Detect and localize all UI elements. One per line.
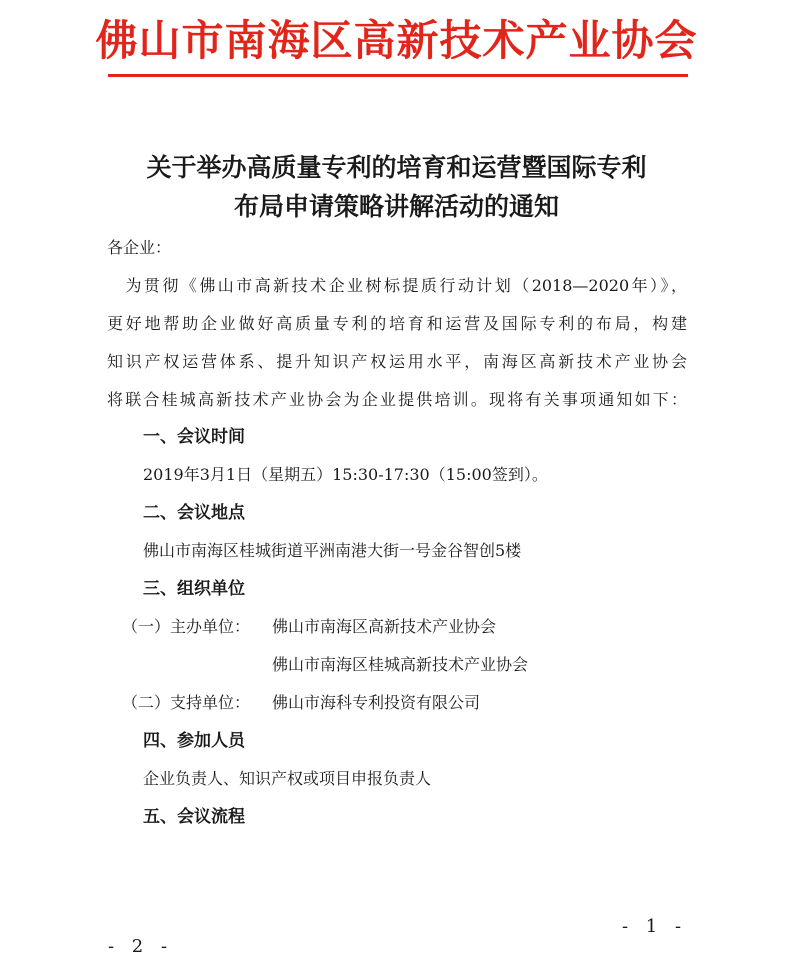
section-heading-flow: 五、会议流程 [143, 807, 245, 827]
host-label: （一）主办单位： [122, 617, 251, 636]
page-number-2: - 2 - [108, 936, 174, 957]
section-content-time: 2019年3月1日（星期五）15:30-17:30（15:00签到）。 [143, 465, 548, 484]
support-label: （二）支持单位： [122, 693, 251, 712]
host-org-1: 佛山市南海区高新技术产业协会 [272, 617, 497, 636]
section-heading-place: 二、会议地点 [143, 503, 245, 523]
page-number-1: - 1 - [622, 916, 688, 937]
support-org: 佛山市海科专利投资有限公司 [272, 693, 481, 712]
letterhead-org-name: 佛山市南海区高新技术产业协会 [95, 16, 698, 65]
section-content-attendees: 企业负责人、知识产权或项目申报负责人 [143, 769, 432, 788]
letterhead-red-rule [108, 74, 688, 77]
section-heading-attendees: 四、参加人员 [143, 731, 245, 751]
intro-line-1: 为贯彻《佛山市高新技术企业树标提质行动计划（2018—2020年）》， [107, 276, 687, 295]
section-content-place: 佛山市南海区桂城街道平洲南港大街一号金谷智创5楼 [143, 541, 522, 560]
intro-line-3: 知识产权运营体系、提升知识产权运用水平，南海区高新技术产业协会 [107, 352, 687, 371]
host-org-2: 佛山市南海区桂城高新技术产业协会 [272, 655, 529, 674]
section-heading-org: 三、组织单位 [143, 579, 245, 599]
document-title-line-1: 关于举办高质量专利的培育和运营暨国际专利 [146, 153, 647, 182]
salutation: 各企业： [107, 238, 172, 257]
intro-line-4: 将联合桂城高新技术产业协会为企业提供培训。现将有关事项通知如下： [107, 390, 687, 409]
section-heading-time: 一、会议时间 [143, 427, 245, 447]
document-title-line-2: 布局申请策略讲解活动的通知 [233, 192, 559, 221]
intro-line-2: 更好地帮助企业做好高质量专利的培育和运营及国际专利的布局，构建 [107, 314, 687, 333]
